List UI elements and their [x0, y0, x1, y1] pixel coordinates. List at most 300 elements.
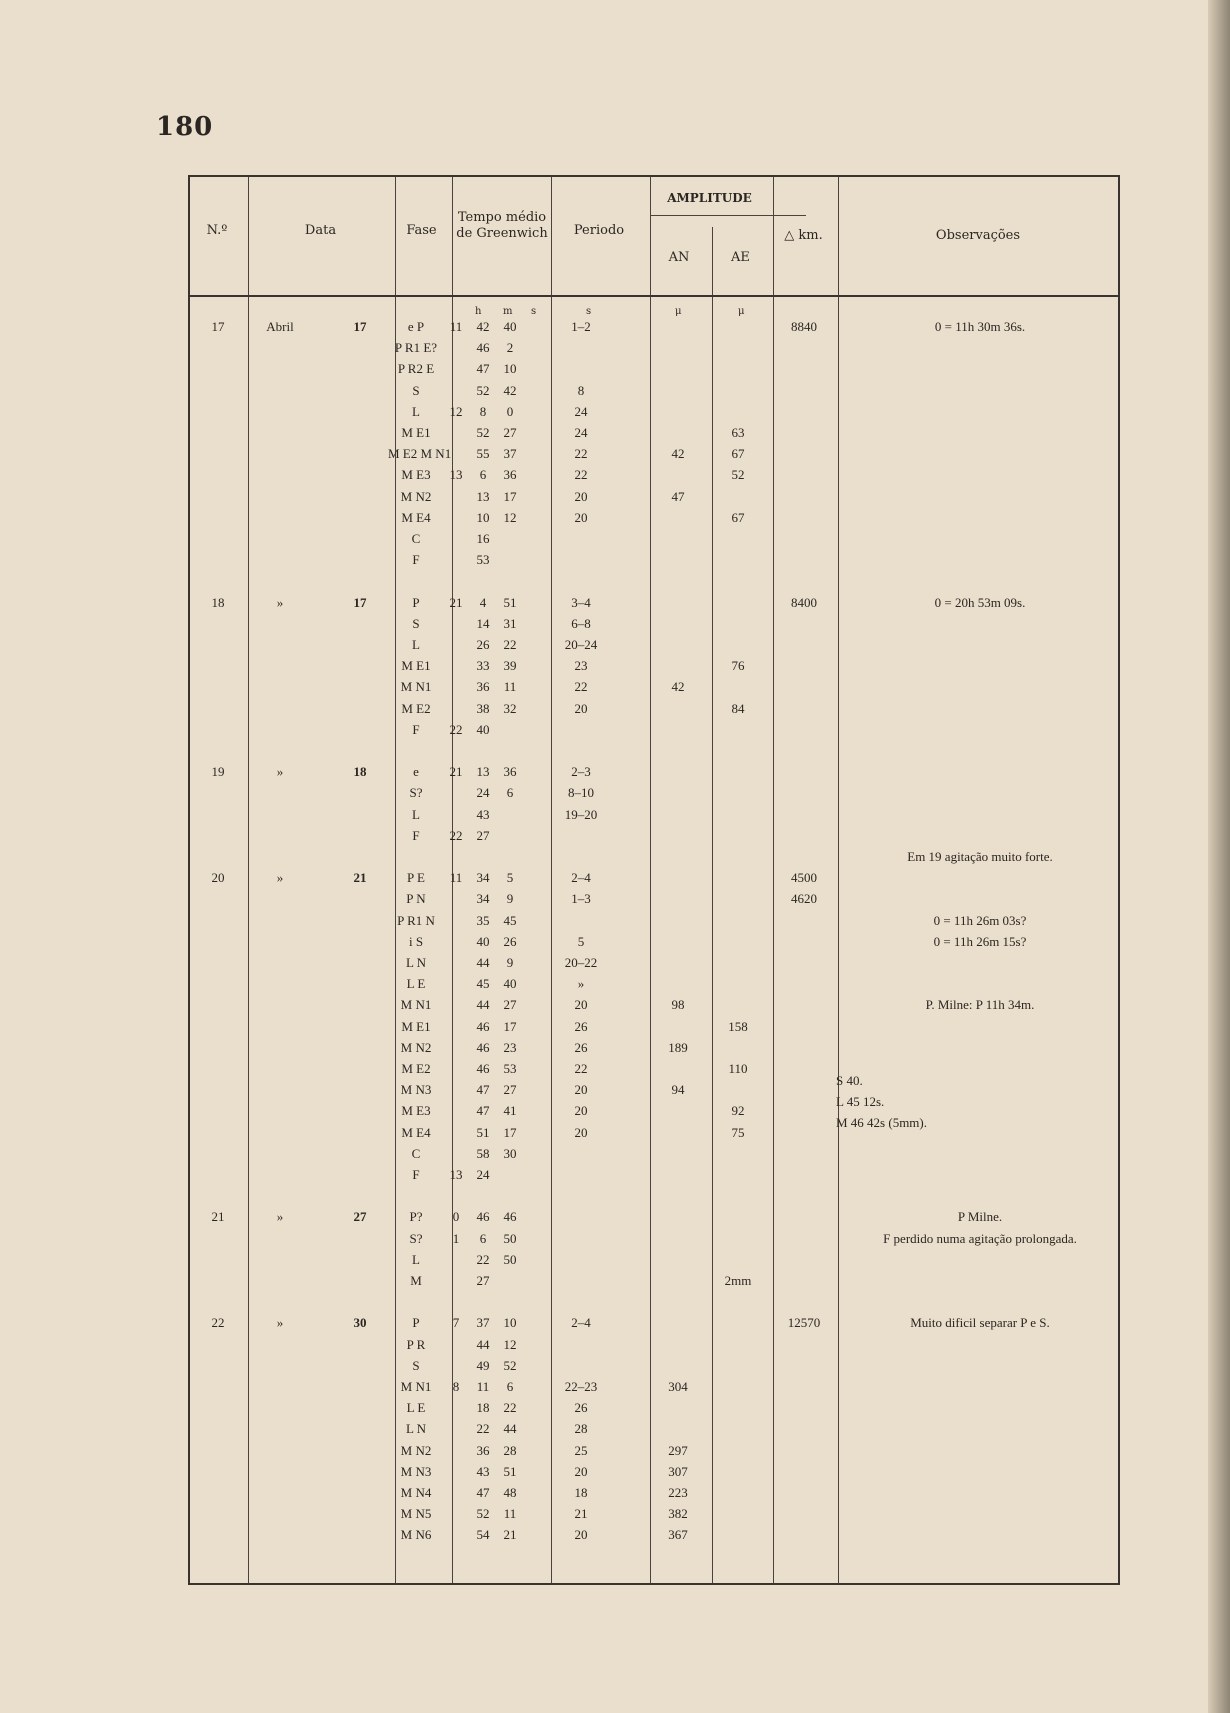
cell-per: 5	[577, 933, 585, 949]
cell-s: 2	[506, 340, 514, 356]
cell-s: 36	[503, 467, 517, 483]
cell-fase: S?	[409, 1230, 423, 1246]
cell-per: »	[577, 976, 585, 992]
cell-an: 223	[668, 1485, 688, 1500]
table-row	[188, 1123, 1120, 1144]
cell-m: 46	[476, 1039, 490, 1055]
cell-per: 22	[574, 1061, 588, 1076]
cell-s: 31	[503, 615, 517, 631]
cell-s: 12	[503, 509, 517, 525]
cell-an: 297	[668, 1442, 688, 1458]
cell-fase: L	[412, 403, 420, 419]
cell-s: 26	[503, 933, 517, 949]
cell-fase: P N	[406, 891, 426, 907]
cell-per: 8–10	[568, 785, 594, 801]
cell-s: 10	[503, 361, 517, 377]
table-row	[188, 953, 1120, 974]
cell-ae: 84	[731, 700, 745, 716]
table-row	[188, 1525, 1120, 1546]
cell-fase: L N	[405, 1421, 427, 1437]
cell-per: 22	[574, 467, 588, 483]
cell-s: 50	[503, 1230, 517, 1246]
cell-h: 11	[449, 870, 463, 886]
cell-m: 36	[476, 679, 490, 695]
cell-m: 14	[476, 615, 490, 631]
table-row	[188, 1250, 1120, 1271]
cell-m: 27	[476, 827, 490, 843]
cell-m: 43	[476, 1463, 490, 1479]
cell-ae: 76	[731, 658, 745, 674]
cell-s: 39	[503, 658, 517, 674]
cell-per: 20	[574, 700, 588, 716]
cell-fase: M N2	[400, 1039, 432, 1055]
cell-fase: L	[412, 637, 420, 652]
cell-fase: M N2	[400, 488, 432, 504]
cell-s: 0	[506, 403, 514, 419]
cell-an: 304	[668, 1379, 688, 1394]
cell-s: 50	[503, 1251, 517, 1267]
cell-ae: 92	[731, 1103, 745, 1119]
cell-an: 307	[668, 1463, 688, 1479]
cell-dia: 18	[353, 764, 367, 780]
header-amplitude: AMPLITUDE	[667, 191, 752, 205]
table-row	[188, 1356, 1120, 1377]
table-row	[188, 1101, 1120, 1122]
cell-per: 25	[574, 1442, 588, 1458]
cell-s: 23	[503, 1039, 517, 1055]
cell-obs: Muito dificil separar P e S.	[910, 1315, 1050, 1331]
cell-obs: 0 = 11h 26m 03s?	[933, 912, 1027, 928]
cell-per: 20	[574, 509, 588, 525]
cell-m: 24	[476, 1167, 490, 1182]
cell-per: 20	[574, 1527, 588, 1543]
cell-s: 40	[503, 319, 517, 334]
table-row	[188, 1165, 1120, 1186]
cell-km: 8400	[791, 594, 817, 610]
cell-km: 4620	[791, 891, 817, 907]
cell-fase: P E	[407, 870, 425, 886]
milne-note-m: M 46 42s (5mm).	[836, 1115, 927, 1130]
cell-fase: M E1	[401, 425, 431, 440]
cell-fase: F	[412, 721, 420, 737]
cell-per: 23	[574, 658, 588, 674]
table-row	[188, 1271, 1120, 1292]
cell-m: 27	[476, 1273, 490, 1288]
page-number: 180	[156, 112, 214, 142]
cell-obs: P. Milne: P 11h 34m.	[925, 997, 1035, 1013]
table-row	[188, 487, 1120, 508]
cell-km: 8840	[791, 319, 817, 334]
cell-km: 12570	[787, 1315, 821, 1331]
cell-s: 27	[503, 997, 517, 1013]
cell-s: 44	[503, 1421, 517, 1437]
cell-ae: 52	[731, 467, 745, 483]
cell-fase: F	[412, 1167, 420, 1182]
header-fase: Fase	[406, 223, 437, 238]
cell-fase: F	[412, 552, 420, 568]
cell-fase: P R2 E	[397, 361, 435, 377]
cell-per: 28	[574, 1421, 588, 1437]
cell-per: 18	[574, 1485, 588, 1500]
cell-an: 94	[671, 1082, 685, 1098]
cell-s: 52	[503, 1357, 517, 1373]
table-row	[188, 1017, 1120, 1038]
cell-dia: 30	[353, 1315, 367, 1331]
header-observacoes: Observações	[935, 228, 1021, 243]
cell-obs: F perdido numa agitação prolongada.	[883, 1230, 1077, 1246]
unit-an: μ	[675, 306, 682, 317]
table-row	[188, 911, 1120, 932]
cell-per: 26	[574, 1039, 588, 1055]
cell-fase: P	[412, 594, 420, 610]
milne-note-l: L 45 12s.	[836, 1094, 885, 1109]
cell-mes: »	[276, 1209, 284, 1225]
cell-h: 11	[449, 319, 463, 334]
cell-fase: M E4	[401, 509, 431, 525]
cell-an: 189	[668, 1039, 688, 1055]
cell-fase: M E2 M N1	[388, 446, 452, 462]
cell-m: 51	[476, 1124, 490, 1140]
table-row	[188, 995, 1120, 1016]
cell-mes: Abril	[266, 319, 294, 334]
cell-s: 27	[503, 425, 517, 440]
table-row	[188, 762, 1120, 783]
cell-m: 43	[476, 806, 490, 822]
cell-fase: M E3	[401, 1103, 431, 1119]
cell-fase: S	[412, 382, 420, 398]
cell-per: 22	[574, 446, 588, 462]
header-no: N.º	[206, 223, 228, 238]
cell-m: 47	[476, 1103, 490, 1119]
cell-an: 42	[671, 446, 685, 462]
cell-fase: M N1	[400, 997, 432, 1013]
cell-s: 30	[503, 1145, 517, 1161]
cell-ae: 75	[731, 1124, 745, 1140]
table-row	[188, 444, 1120, 465]
cell-per: 22	[574, 679, 588, 695]
cell-s: 9	[506, 955, 514, 970]
table-row	[188, 805, 1120, 826]
table-row	[188, 677, 1120, 698]
cell-ae: 67	[731, 509, 745, 525]
cell-an: 98	[671, 997, 685, 1013]
cell-an: 367	[668, 1527, 688, 1543]
cell-m: 45	[476, 976, 490, 992]
cell-ae: 2mm	[724, 1273, 752, 1288]
cell-km: 4500	[791, 870, 817, 886]
table-row	[188, 508, 1120, 529]
cell-h: 13	[449, 1167, 463, 1182]
cell-m: 47	[476, 1082, 490, 1098]
cell-m: 44	[476, 997, 490, 1013]
table-row	[188, 1504, 1120, 1525]
cell-m: 47	[476, 361, 490, 377]
table-row	[188, 720, 1120, 741]
cell-per: 20	[574, 488, 588, 504]
cell-m: 6	[479, 467, 487, 483]
cell-per: 20–22	[564, 955, 598, 970]
cell-fase: M N4	[400, 1485, 432, 1500]
cell-no: 18	[211, 594, 225, 610]
cell-per: 1–2	[571, 319, 591, 334]
cell-per: 26	[574, 1018, 588, 1034]
table-row	[188, 1419, 1120, 1440]
cell-h: 21	[449, 594, 463, 610]
cell-s: 22	[503, 637, 517, 652]
cell-mes: »	[276, 764, 284, 780]
cell-s: 32	[503, 700, 517, 716]
unit-m: m	[503, 306, 513, 317]
cell-fase: M E1	[401, 1018, 431, 1034]
table-row	[188, 402, 1120, 423]
cell-fase: M E3	[401, 467, 431, 483]
cell-m: 44	[476, 1336, 490, 1352]
cell-m: 58	[476, 1145, 490, 1161]
cell-fase: M N1	[400, 1379, 432, 1394]
table-row	[188, 1483, 1120, 1504]
cell-fase: M N6	[400, 1527, 432, 1543]
cell-m: 37	[476, 1315, 490, 1331]
header-an: AN	[668, 250, 690, 265]
table-row	[188, 847, 1120, 868]
table-row	[188, 1059, 1120, 1080]
cell-s: 17	[503, 1124, 517, 1140]
cell-s: 10	[503, 1315, 517, 1331]
cell-m: 55	[476, 446, 490, 462]
cell-m: 10	[476, 509, 490, 525]
cell-per: 2–4	[571, 1315, 591, 1331]
cell-m: 54	[476, 1527, 490, 1543]
table-row	[188, 1377, 1120, 1398]
table-row	[188, 826, 1120, 847]
cell-mes: »	[276, 870, 284, 886]
cell-h: 13	[449, 467, 463, 483]
cell-per: 20	[574, 1103, 588, 1119]
cell-per: 22–23	[564, 1379, 598, 1394]
cell-fase: L	[412, 1251, 420, 1267]
cell-fase: M	[410, 1273, 422, 1288]
cell-fase: P R1 E?	[394, 340, 438, 356]
table-row	[188, 868, 1120, 889]
cell-dia: 17	[353, 319, 367, 334]
table-row	[188, 1398, 1120, 1419]
header-km: △ km.	[784, 228, 823, 243]
cell-m: 26	[476, 637, 490, 652]
cell-ae: 63	[731, 425, 745, 440]
cell-per: 2–4	[571, 870, 591, 886]
cell-fase: M N5	[400, 1506, 432, 1522]
cell-h: 21	[449, 764, 463, 780]
cell-s: 9	[506, 891, 514, 907]
cell-fase: S	[412, 1357, 420, 1373]
table-row	[188, 1080, 1120, 1101]
table-row	[188, 699, 1120, 720]
cell-fase: i S	[408, 933, 424, 949]
cell-m: 53	[476, 552, 490, 568]
cell-fase: M E4	[401, 1124, 431, 1140]
unit-h: h	[475, 306, 482, 317]
cell-m: 46	[476, 340, 490, 356]
cell-m: 18	[476, 1400, 490, 1416]
cell-no: 19	[211, 764, 225, 780]
cell-m: 52	[476, 425, 490, 440]
cell-per: 20	[574, 1082, 588, 1098]
cell-no: 21	[211, 1209, 225, 1225]
cell-s: 40	[503, 976, 517, 992]
table-row	[188, 1038, 1120, 1059]
cell-fase: C	[411, 1145, 421, 1161]
table-row	[188, 317, 1120, 338]
cell-m: 38	[476, 700, 490, 716]
cell-mes: »	[276, 594, 284, 610]
cell-s: 28	[503, 1442, 517, 1458]
cell-s: 11	[503, 679, 517, 695]
cell-m: 36	[476, 1442, 490, 1458]
table-row	[188, 1207, 1120, 1228]
cell-obs: 0 = 20h 53m 09s.	[934, 594, 1026, 610]
cell-fase: M E2	[401, 1061, 431, 1076]
cell-per: 2–3	[571, 764, 591, 780]
cell-h: 0	[452, 1209, 460, 1225]
cell-s: 6	[506, 1379, 514, 1394]
cell-fase: M E2	[401, 700, 431, 716]
cell-s: 51	[503, 594, 517, 610]
unit-s: s	[531, 306, 537, 317]
cell-fase: M N2	[400, 1442, 432, 1458]
cell-dia: 21	[353, 870, 367, 886]
cell-m: 35	[476, 912, 490, 928]
cell-h: 1	[452, 1230, 460, 1246]
cell-h: 22	[449, 827, 463, 843]
cell-per: 20–24	[564, 637, 598, 652]
table-row	[188, 359, 1120, 380]
cell-m: 42	[476, 319, 490, 334]
cell-fase: P R	[406, 1336, 426, 1352]
cell-s: 12	[503, 1336, 517, 1352]
cell-fase: S	[412, 615, 420, 631]
cell-fase: e P	[407, 319, 425, 334]
cell-ae: 67	[731, 446, 745, 462]
cell-m: 22	[476, 1421, 490, 1437]
table-row	[188, 1441, 1120, 1462]
header-ae: AE	[731, 250, 750, 265]
table-row	[188, 381, 1120, 402]
cell-s: 22	[503, 1400, 517, 1416]
table-row	[188, 1313, 1120, 1334]
cell-fase: C	[411, 531, 421, 546]
cell-s: 37	[503, 446, 517, 462]
cell-obs: P Milne.	[957, 1209, 1003, 1225]
table-row	[188, 932, 1120, 953]
cell-s: 46	[503, 1209, 517, 1225]
cell-ae: 158	[728, 1018, 748, 1034]
table-row	[188, 593, 1120, 614]
cell-m: 52	[476, 1506, 490, 1522]
milne-note-s: S 40.	[836, 1073, 863, 1088]
cell-m: 11	[476, 1379, 490, 1394]
table-row	[188, 1144, 1120, 1165]
cell-m: 46	[476, 1209, 490, 1225]
cell-fase: e	[413, 764, 419, 780]
unit-period-s: s	[586, 306, 592, 317]
cell-m: 34	[476, 870, 490, 886]
cell-fase: M N3	[400, 1463, 432, 1479]
cell-m: 52	[476, 382, 490, 398]
cell-per: 26	[574, 1400, 588, 1416]
table-row	[188, 656, 1120, 677]
cell-s: 41	[503, 1103, 517, 1119]
header-tempo: Tempo médio de Greenwich	[456, 210, 548, 241]
table-row	[188, 550, 1120, 571]
cell-fase: M N3	[400, 1082, 432, 1098]
cell-per: 20	[574, 997, 588, 1013]
cell-obs: Em 19 agitação muito forte.	[907, 849, 1053, 864]
cell-m: 8	[479, 403, 487, 419]
page-edge-shadow	[1208, 0, 1230, 1713]
cell-per: 20	[574, 1124, 588, 1140]
table-row	[188, 1462, 1120, 1483]
cell-mes: »	[276, 1315, 284, 1331]
cell-s: 17	[503, 1018, 517, 1034]
cell-dia: 17	[353, 594, 367, 610]
unit-ae: μ	[738, 306, 745, 317]
cell-fase: M N1	[400, 679, 432, 695]
cell-fase: P?	[409, 1209, 423, 1225]
cell-m: 13	[476, 764, 490, 780]
table-row	[188, 1229, 1120, 1250]
cell-ae: 110	[728, 1061, 748, 1076]
cell-fase: F	[412, 827, 420, 843]
cell-s: 11	[503, 1506, 517, 1522]
cell-fase: M E1	[401, 658, 431, 674]
cell-m: 40	[476, 721, 490, 737]
cell-an: 42	[671, 679, 685, 695]
cell-m: 6	[479, 1230, 487, 1246]
cell-m: 4	[479, 594, 487, 610]
cell-m: 46	[476, 1018, 490, 1034]
cell-an: 382	[668, 1506, 688, 1522]
cell-m: 22	[476, 1251, 490, 1267]
cell-m: 24	[476, 785, 490, 801]
header-data: Data	[304, 223, 337, 238]
cell-per: 21	[574, 1506, 588, 1522]
table-row	[188, 465, 1120, 486]
cell-fase: P	[412, 1315, 420, 1331]
cell-s: 45	[503, 912, 517, 928]
table-row	[188, 1335, 1120, 1356]
cell-per: 3–4	[571, 594, 591, 610]
cell-fase: S?	[409, 785, 423, 801]
cell-obs: 0 = 11h 26m 15s?	[933, 933, 1027, 949]
cell-per: 19–20	[564, 806, 598, 822]
cell-fase: L E	[406, 976, 426, 992]
cell-dia: 27	[353, 1209, 367, 1225]
cell-per: 20	[574, 1463, 588, 1479]
cell-m: 49	[476, 1357, 490, 1373]
cell-m: 13	[476, 488, 490, 504]
cell-h: 7	[452, 1315, 460, 1331]
cell-h: 22	[449, 721, 463, 737]
cell-s: 48	[503, 1485, 517, 1500]
cell-s: 53	[503, 1061, 517, 1076]
table-row	[188, 974, 1120, 995]
table-row	[188, 529, 1120, 550]
cell-s: 51	[503, 1463, 517, 1479]
cell-m: 44	[476, 955, 490, 970]
cell-per: 6–8	[571, 615, 591, 631]
cell-per: 8	[577, 382, 585, 398]
cell-h: 8	[452, 1379, 460, 1394]
